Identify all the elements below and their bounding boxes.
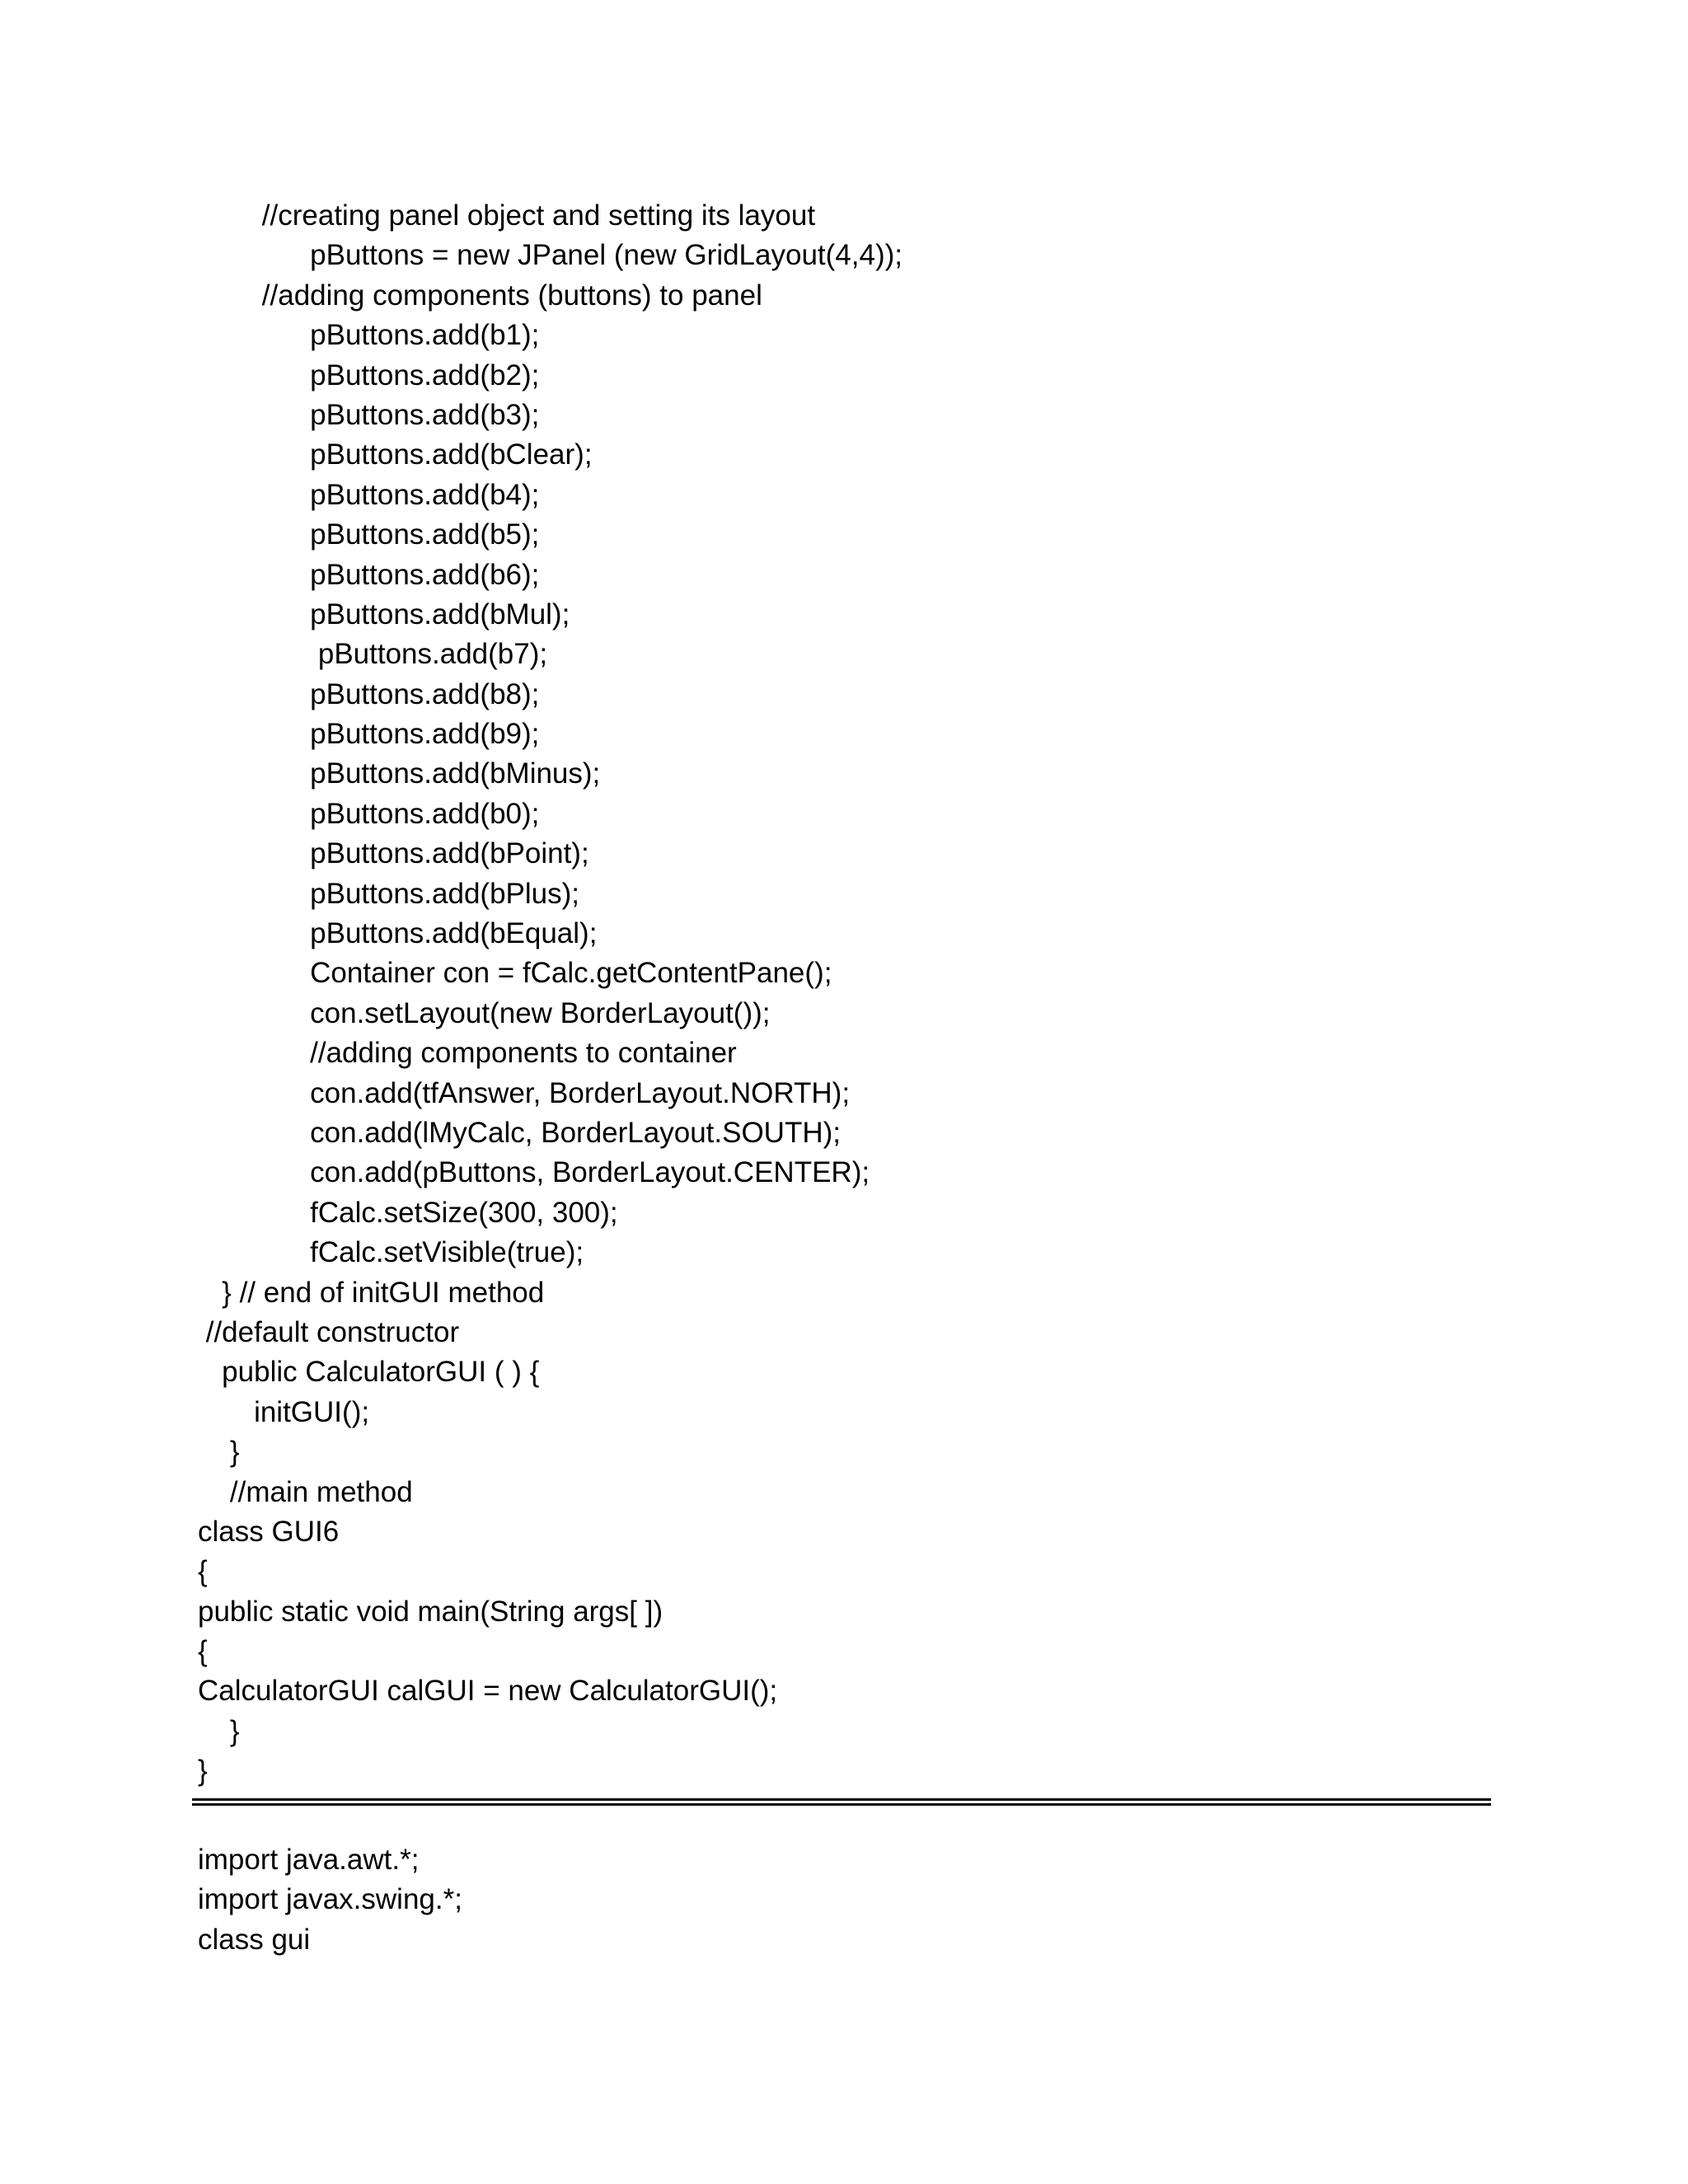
code-line: {: [198, 1555, 208, 1588]
code-listing-top: [198, 196, 1484, 1792]
code-line: pButtons.add(bPoint);: [198, 837, 589, 870]
code-line: pButtons.add(bEqual);: [198, 917, 598, 950]
code-line: pButtons.add(b3);: [198, 398, 540, 431]
code-line: //main method: [198, 1475, 413, 1508]
code-line: con.setLayout(new BorderLayout());: [198, 996, 771, 1029]
code-line: public CalculatorGUI ( ) {: [198, 1356, 540, 1389]
code-line: Container con = fCalc.getContentPane();: [198, 957, 832, 990]
code-line: } // end of initGUI method: [198, 1276, 545, 1309]
code-line: fCalc.setVisible(true);: [198, 1236, 584, 1269]
code-line: pButtons.add(b6);: [198, 558, 540, 591]
code-line: class GUI6: [198, 1515, 340, 1548]
code-line: pButtons.add(b0);: [198, 797, 540, 830]
code-listing-bottom: [198, 1840, 1484, 1960]
code-line: import javax.swing.*;: [198, 1883, 462, 1916]
code-line: pButtons.add(bClear);: [198, 438, 593, 471]
code-line: //default constructor: [198, 1315, 460, 1348]
code-line: class gui: [198, 1923, 311, 1956]
code-line: {: [198, 1635, 208, 1668]
code-line: public static void main(String args[ ]): [198, 1595, 663, 1628]
code-line: CalculatorGUI calGUI = new CalculatorGUI();: [198, 1675, 778, 1708]
code-line: pButtons.add(b2);: [198, 359, 540, 391]
code-line: pButtons.add(bMul);: [198, 598, 570, 630]
double-rule-divider: [192, 1798, 1491, 1806]
code-line: pButtons.add(b4);: [198, 478, 540, 511]
code-line: pButtons.add(b8);: [198, 677, 540, 710]
code-line: pButtons.add(bPlus);: [198, 877, 579, 910]
code-line: }: [198, 1714, 240, 1747]
code-line: con.add(tfAnswer, BorderLayout.NORTH);: [198, 1076, 851, 1109]
code-line: con.add(pButtons, BorderLayout.CENTER);: [198, 1156, 870, 1189]
code-line: }: [198, 1755, 208, 1788]
code-line: pButtons.add(b1);: [198, 319, 540, 352]
code-line: pButtons.add(bMinus);: [198, 757, 601, 790]
code-line: }: [198, 1436, 240, 1469]
code-line: con.add(lMyCalc, BorderLayout.SOUTH);: [198, 1116, 841, 1149]
code-line: pButtons.add(b7);: [198, 638, 548, 671]
code-line: pButtons.add(b9);: [198, 718, 540, 751]
code-line: fCalc.setSize(300, 300);: [198, 1196, 618, 1229]
code-line: //adding components to container: [198, 1037, 737, 1070]
code-line: //creating panel object and setting its layout: [198, 199, 816, 232]
code-line: pButtons.add(b5);: [198, 518, 540, 551]
code-line: //adding components (buttons) to panel: [198, 279, 762, 312]
code-line: pButtons = new JPanel (new GridLayout(4,4));: [198, 239, 903, 272]
code-line: initGUI();: [198, 1395, 370, 1428]
code-line: import java.awt.*;: [198, 1844, 420, 1876]
